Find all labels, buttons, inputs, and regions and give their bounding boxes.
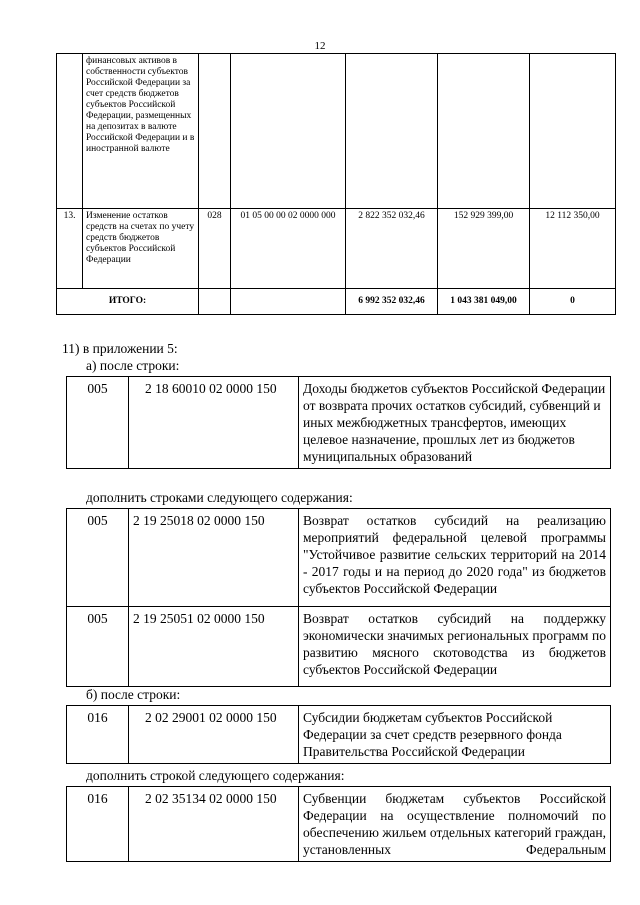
financial-sources-table — [56, 53, 616, 315]
total-row — [57, 289, 616, 315]
budget-code-cell: 01 05 00 00 02 0000 000 — [231, 209, 346, 289]
value-cell: 2 822 352 032,46 — [346, 209, 438, 289]
admin-code-cell: 028 — [199, 209, 231, 289]
row-name-cell: финансовых активов в собственности субъектов Российской Федерации за счет средств бюджетов субъектов Российской Федерации, размещенных на депозитах в валюте Российской Федерации и в иностранной валюте — [83, 54, 199, 209]
page-number: 12 — [314, 40, 326, 52]
table-row — [67, 607, 611, 687]
row-text-cell: Возврат остатков субсидий на реализацию мероприятий федеральной целевой программы "Устойчивое развитие сельских территорий на 2014 - 2017 годы и на период до 2020 года" из бюджетов субъектов Российской Федерации — [299, 509, 611, 607]
new-rows-a-table — [66, 508, 611, 687]
reference-row-a-table — [66, 376, 611, 469]
row-text-cell: Субсидии бюджетам субъектов Российской Федерации за счет средств резервного фонда Правительства Российской Федерации — [299, 706, 611, 764]
budget-code-cell: 2 02 29001 02 0000 150 — [129, 706, 299, 764]
value-cell — [530, 54, 616, 209]
subitem-a-heading: а) после строки: — [86, 358, 180, 373]
total-label: ИТОГО: — [57, 289, 199, 315]
admin-code-cell — [199, 289, 231, 315]
row-name-cell: Изменение остатков средств на счетах по учету средств бюджетов субъектов Российской Федерации — [83, 209, 199, 289]
budget-code-cell — [231, 54, 346, 209]
total-value: 6 992 352 032,46 — [346, 289, 438, 315]
admin-code-cell: 005 — [67, 607, 129, 687]
total-value: 1 043 381 049,00 — [438, 289, 530, 315]
value-cell: 12 112 350,00 — [530, 209, 616, 289]
total-value: 0 — [530, 289, 616, 315]
budget-code-cell — [231, 289, 346, 315]
admin-code-cell — [199, 54, 231, 209]
table-row — [57, 54, 616, 209]
add-rows-instruction: дополнить строками следующего содержания: — [86, 490, 353, 505]
admin-code-cell: 005 — [67, 377, 129, 469]
row-text-cell: Возврат остатков субсидий на поддержку экономически значимых региональных программ по развитию мясного скотоводства из бюджетов субъектов Российской Федерации — [299, 607, 611, 687]
row-number-cell — [57, 54, 83, 209]
admin-code-cell: 016 — [67, 787, 129, 862]
table-row — [67, 706, 611, 764]
add-row-instruction: дополнить строкой следующего содержания: — [86, 768, 345, 783]
row-text-cell: Субвенции бюджетам субъектов Российской Федерации на осуществление полномочий по обеспечению жильем отдельных категорий граждан, установленных Федеральным — [299, 787, 611, 862]
table-row — [67, 787, 611, 862]
table-row — [67, 509, 611, 607]
budget-code-cell: 2 18 60010 02 0000 150 — [129, 377, 299, 469]
budget-code-cell: 2 02 35134 02 0000 150 — [129, 787, 299, 862]
subitem-b-heading: б) после строки: — [86, 687, 181, 702]
admin-code-cell: 016 — [67, 706, 129, 764]
value-cell — [438, 54, 530, 209]
budget-code-cell: 2 19 25018 02 0000 150 — [129, 509, 299, 607]
admin-code-cell: 005 — [67, 509, 129, 607]
reference-row-b-table — [66, 705, 611, 764]
row-number-cell: 13. — [57, 209, 83, 289]
item-11-heading: 11) в приложении 5: — [62, 341, 178, 356]
value-cell: 152 929 399,00 — [438, 209, 530, 289]
budget-code-cell: 2 19 25051 02 0000 150 — [129, 607, 299, 687]
value-cell — [346, 54, 438, 209]
table-row — [67, 377, 611, 469]
new-row-b-table — [66, 786, 611, 862]
row-text-cell: Доходы бюджетов субъектов Российской Федерации от возврата прочих остатков субсидий, субвенций и иных межбюджетных трансфертов, имеющих целевое назначение, прошлых лет из бюджетов муниципальных образований — [299, 377, 611, 469]
table-row — [57, 209, 616, 289]
